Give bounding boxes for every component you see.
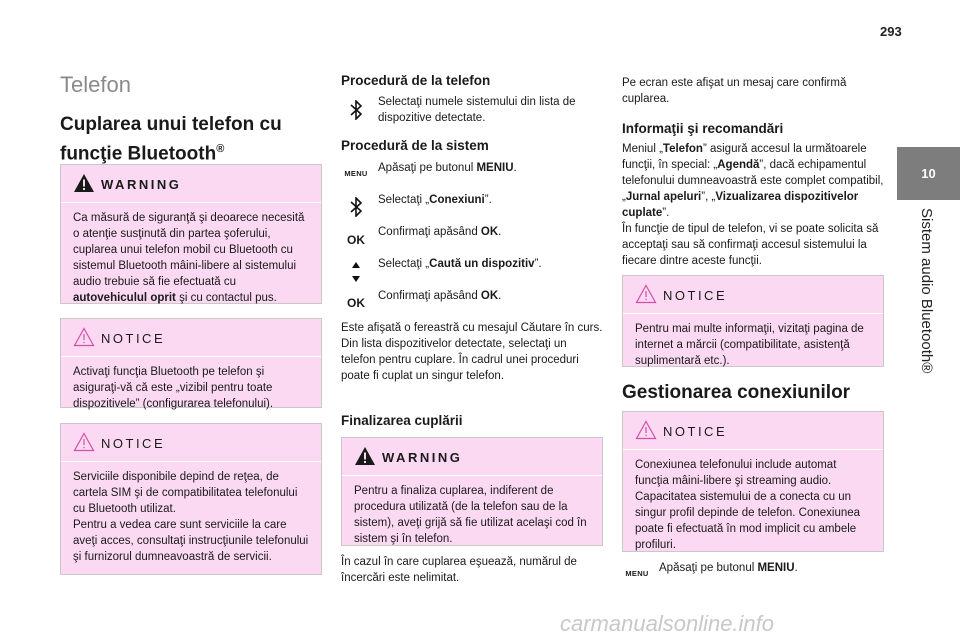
ok-button-icon: OK [347, 233, 365, 247]
notice-triangle-icon [635, 284, 657, 304]
chapter-title: Sistem audio Bluetooth® [918, 208, 935, 374]
step-5: Confirmaţi apăsând OK. [378, 290, 502, 302]
chapter-tab[interactable]: 10 [897, 147, 960, 200]
notice-triangle-icon [73, 327, 95, 347]
warning-text: Pentru a finaliza cuplarea, indiferent de procedura utilizată (de la telefon sau de la sistem), aveţi grijă să fie utilizat acelaşi cod în sistem şi în telefon. [354, 485, 587, 545]
proc-phone-title: Procedură de la telefon [341, 73, 491, 88]
notice-box-services [60, 423, 322, 575]
notice-text: Serviciile disponibile depind de reţea, de cartela SIM şi de compatibilitatea telefonului cu Bluetooth utilizat. Pentru a vedea care sunt serviciile la care aveţi acces, consultaţi instrucţiunile telefonului şi furnizorul dumneavoastră de servicii. [73, 471, 309, 563]
warning-box [60, 164, 322, 304]
bluetooth-icon [339, 197, 373, 222]
search-paragraph: Este afişată o fereastră cu mesajul Căutare în curs. Din lista dispozitivelor detectate, selectaţi un telefon pentru cuplare. În cadrul unei proceduri poate fi cuplat un singur telefon. [341, 322, 603, 382]
step-3: Confirmaţi apăsând OK. [378, 226, 502, 238]
notice-label: NOTICE [101, 331, 166, 346]
notice-triangle-icon [635, 420, 657, 440]
main-heading: Cuplarea unui telefon cu funcţie Bluetooth® [60, 114, 282, 165]
manage-title: Gestionarea conexiunilor [622, 382, 851, 403]
notice-box-website [622, 275, 884, 367]
proc-phone-step: Selectaţi numele sistemului din lista de dispozitive detectate. [378, 96, 576, 124]
warning-triangle-icon [73, 173, 95, 193]
intro-paragraph: Pe ecran este afişat un mesaj care confirmă cuplarea. [622, 77, 847, 105]
warning-label: WARNING [382, 450, 463, 465]
notice-label: NOTICE [663, 424, 728, 439]
fail-paragraph: În cazul în care cuplarea eşuează, numărul de încercări este nelimitat. [341, 556, 577, 584]
warning-triangle-icon [354, 446, 376, 466]
notice-triangle-icon [73, 432, 95, 452]
section-title: Telefon [60, 72, 131, 97]
warning-label: WARNING [101, 177, 182, 192]
notice-box-bluetooth [60, 318, 322, 408]
notice-text: Activaţi funcţia Bluetooth pe telefon şi asiguraţi-vă că este „vizibil pentru toate dispozitivele” (configurarea telefonului). [73, 366, 274, 410]
notice-text: Pentru mai multe informaţii, vizitaţi pagina de internet a mărcii (compatibilitate, asistenţă suplimentară etc.). [635, 323, 864, 367]
notice-label: NOTICE [663, 288, 728, 303]
up-down-arrows-icon [339, 261, 373, 288]
proc-system-title: Procedură de la sistem [341, 138, 489, 153]
menu-button-icon: MENU [625, 569, 649, 578]
warning-text: Ca măsură de siguranţă şi deoarece necesită o atenţie susţinută din partea şoferului, cuplarea unui telefon mobil cu Bluetooth cu sistemul Bluetooth mâini-libere al sistemului audio trebuie să fie efectuată cu autovehiculul oprit şi cu contactul pus. [73, 212, 305, 304]
ok-button-icon: OK [347, 296, 365, 310]
notice-text: Conexiunea telefonului include automat funcţia mâini-libere şi streaming audio. Capacitatea sistemului de a conecta cu un singur profil depinde de telefon. Conexiunea poate fi efectuată în mod implicit cu ambele profiluri. [635, 459, 861, 551]
step-4: Selectaţi „Caută un dispozitiv”. [378, 258, 542, 270]
warning-box [341, 437, 603, 546]
page-number: 293 [880, 24, 902, 39]
notice-box-connection [622, 411, 884, 552]
info-paragraph: Meniul „Telefon” asigură accesul la următoarele funcţii, în special: „Agendă”, dacă echipamentul telefonului dumneavoastră este complet compatibil, „Jurnal apeluri”, „Vizualizarea dispozitivelor cuplate”. În funcţie de tipul de telefon, vi se poate solicita să acceptaţi sau să confirmaţi accesul sistemului la fiecare dintre aceste funcţii. [622, 143, 884, 267]
watermark: carmanualsonline.info [560, 611, 775, 636]
finalize-title: Finalizarea cuplării [341, 413, 463, 428]
menu-step: Apăsaţi pe butonul MENIU. [659, 562, 798, 574]
menu-button-icon: MENU [344, 169, 368, 178]
notice-label: NOTICE [101, 436, 166, 451]
bluetooth-icon [339, 100, 373, 125]
step-2: Selectaţi „Conexiuni”. [378, 194, 492, 206]
info-title: Informaţii şi recomandări [622, 121, 784, 136]
step-1: Apăsaţi pe butonul MENIU. [378, 162, 517, 174]
